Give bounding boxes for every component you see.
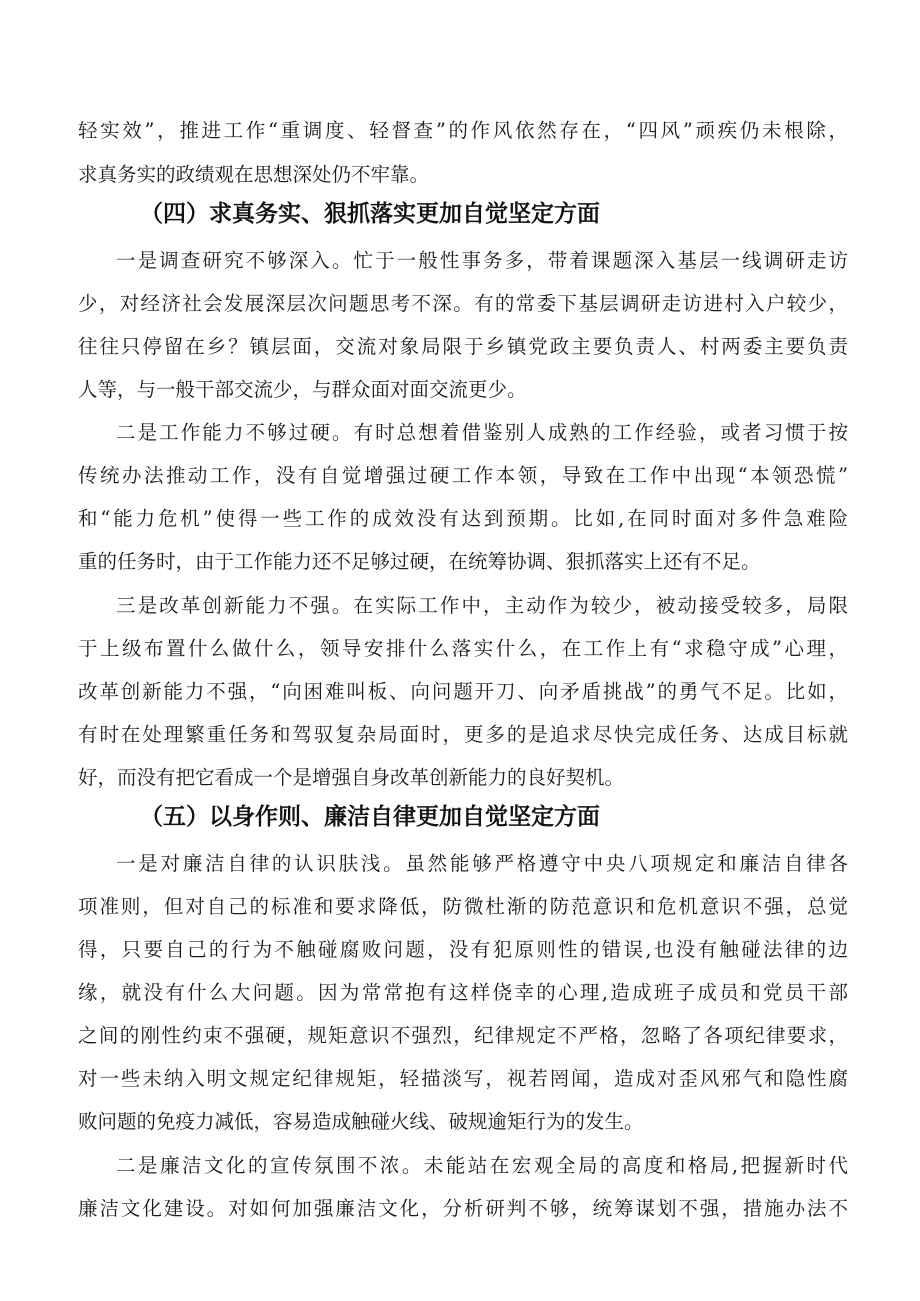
s4-p1-line-4: 人等，与一般干部交流少，与群众面对面交流更少。 (78, 378, 527, 401)
s5-p1-line-6: 对一些未纳入明文规定纪律规矩，轻描淡写，视若罔闻，造成对歪风邪气和隐性腐 (78, 1067, 848, 1090)
s4-p1-line-2: 少，对经济社会发展深层次问题思考不深。有的常委下基层调研走访进村入户较少， (78, 292, 848, 315)
section-4-heading: （四）求真务实、狠抓落实更加自觉坚定方面 (140, 201, 600, 227)
s5-p1-line-4: 缘，就没有什么大问题。因为常常抱有这样侥幸的心理,造成班子成员和党员干部 (78, 981, 848, 1004)
s4-p1-line-3: 往往只停留在乡？镇层面，交流对象局限于乡镇党政主要负责人、村两委主要负责 (78, 335, 848, 358)
s5-p2-line-1: 二是廉洁文化的宣传氛围不浓。未能站在宏观全局的高度和格局,把握新时代 (116, 1154, 848, 1177)
intro-line-1: 轻实效”，推进工作“重调度、轻督查”的作风依然存在，“四风”顽疾仍未根除， (78, 119, 848, 142)
s5-p1-line-5: 之间的刚性约束不强硬，规矩意识不强烈，纪律规定不严格，忽略了各项纪律要求， (78, 1024, 848, 1047)
s4-p3-line-3: 改革创新能力不强，“向困难叫板、向问题开刀、向矛盾挑战”的勇气不足。比如， (78, 680, 848, 703)
s4-p3-line-2: 于上级布置什么做什么，领导安排什么落实什么，在工作上有“求稳守成”心理， (78, 637, 848, 660)
s5-p1-line-7: 败问题的免疫力减低，容易造成触碰火线、破规逾矩行为的发生。 (78, 1110, 644, 1133)
intro-line-2: 求真务实的政绩观在思想深处仍不牢靠。 (78, 163, 430, 186)
s4-p3-line-1: 三是改革创新能力不强。在实际工作中，主动作为较少，被动接受较多，局限 (116, 594, 848, 617)
s5-p1-line-2: 项准则，但对自己的标准和要求降低，防微杜渐的防范意识和危机意识不强，总觉 (78, 895, 848, 918)
s4-p3-line-4: 有时在处理繁重任务和驾驭复杂局面时，更多的是追求尽快完成任务、达成目标就 (78, 723, 848, 746)
s5-p1-line-1: 一是对廉洁自律的认识肤浅。虽然能够严格遵守中央八项规定和廉洁自律各 (116, 852, 848, 875)
section-5-heading: （五）以身作则、廉洁自律更加自觉坚定方面 (140, 804, 600, 830)
s4-p2-line-4: 重的任务时，由于工作能力还不足够过硬，在统筹协调、狠抓落实上还有不足。 (78, 550, 761, 573)
s4-p2-line-1: 二是工作能力不够过硬。有时总想着借鉴别人成熟的工作经验，或者习惯于按 (116, 421, 848, 444)
s5-p1-line-3: 得，只要自己的行为不触碰腐败问题，没有犯原则性的错误,也没有触碰法律的边 (78, 938, 848, 961)
s4-p2-line-3: 和“能力危机”使得一些工作的成效没有达到预期。比如,在同时面对多件急难险 (78, 507, 848, 530)
s4-p1-line-1: 一是调查研究不够深入。忙于一般性事务多，带着课题深入基层一线调研走访 (116, 249, 848, 272)
s5-p2-line-2: 廉洁文化建设。对如何加强廉洁文化，分析研判不够，统筹谋划不强，措施办法不 (78, 1197, 848, 1220)
s4-p3-line-5: 好，而没有把它看成一个是增强自身改革创新能力的良好契机。 (78, 766, 625, 789)
s4-p2-line-2: 传统办法推动工作，没有自觉增强过硬工作本领，导致在工作中出现“本领恐慌” (78, 464, 848, 487)
